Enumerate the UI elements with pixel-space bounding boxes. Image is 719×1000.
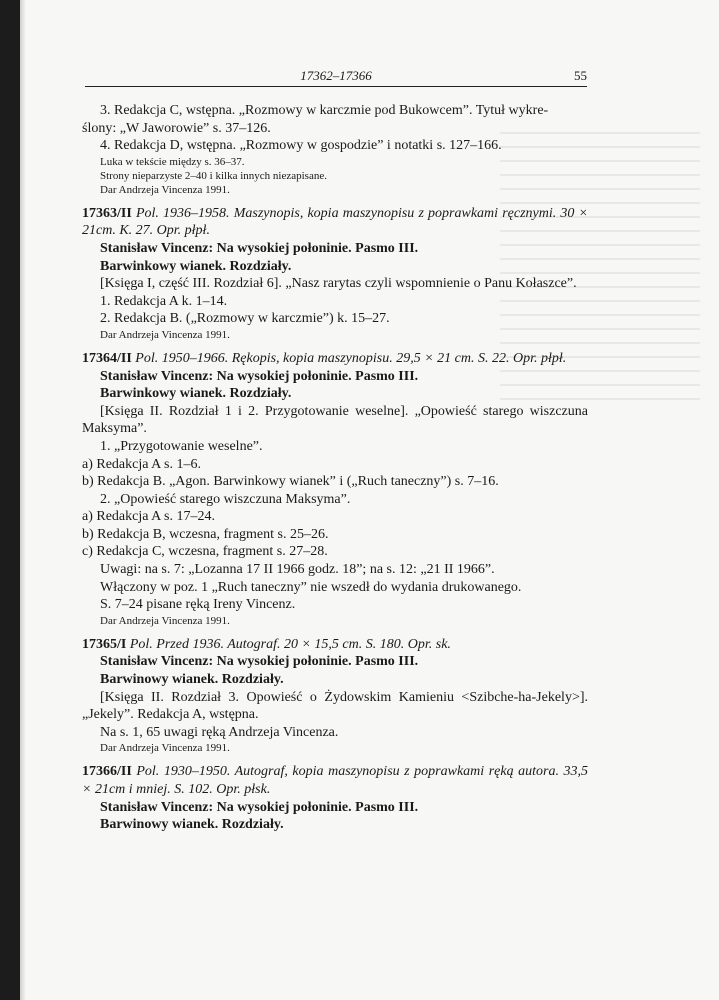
entry-number: 17366/II xyxy=(82,764,132,780)
entry-note: S. 7–24 pisane ręką Ireny Vincenz. xyxy=(100,597,296,613)
entry-title: Barwinowy wianek. Rozdziały. xyxy=(100,672,284,688)
page-edge xyxy=(20,0,26,1000)
entry-number: 17365/I xyxy=(82,636,127,652)
entry-title: Stanisław Vincenz: Na wysokiej połoninie. Pasmo III. xyxy=(100,240,419,256)
entry-title: Barwinowy wianek. Rozdziały. xyxy=(100,817,284,833)
entry-item: a) Redakcja A s. 1–6. xyxy=(82,456,201,472)
page-body xyxy=(82,102,588,834)
entry-item: b) Redakcja B, wczesna, fragment s. 25–26. xyxy=(82,526,329,542)
entry-title: Stanisław Vincenz: Na wysokiej połoninie. Pasmo III. xyxy=(100,368,419,384)
entry-item: b) Redakcja B. „Agon. Barwinkowy wianek” i („Ruch taneczny”) s. 7–16. xyxy=(82,474,499,490)
entry-title: Barwinkowy wianek. Rozdziały. xyxy=(100,258,292,274)
entry-note: Luka w tekście między s. 36–37. xyxy=(100,155,245,168)
running-header xyxy=(85,68,587,88)
header-rule xyxy=(85,86,587,87)
entry-description: Pol. 1930–1950. Autograf, kopia maszynopisu z poprawkami ręką autora. 33,5 × 21cm i mniej. S. 102. Opr. płsk. xyxy=(82,764,589,797)
entry-dar: Dar Andrzeja Vincenza 1991. xyxy=(100,614,230,627)
entry-description: Pol. Przed 1936. Autograf. 20 × 15,5 cm. S. 180. Opr. sk. xyxy=(129,636,451,652)
entry-number: 17364/II xyxy=(82,350,132,366)
entry-note: Na s. 1, 65 uwagi ręką Andrzeja Vincenza. xyxy=(100,724,339,740)
entry-title: Stanisław Vincenz: Na wysokiej połoninie. Pasmo III. xyxy=(100,654,419,670)
entry-dar: Dar Andrzeja Vincenza 1991. xyxy=(100,328,230,341)
entry-note: Uwagi: na s. 7: „Lozanna 17 II 1966 godz. 18”; na s. 12: „21 II 1966”. xyxy=(100,562,495,578)
entry-title: Barwinkowy wianek. Rozdziały. xyxy=(100,386,292,402)
entry-item: c) Redakcja C, wczesna, fragment s. 27–28. xyxy=(82,544,328,560)
header-title: 17362–17366 xyxy=(300,68,372,83)
entry-item: a) Redakcja A s. 17–24. xyxy=(82,509,215,525)
entry-item: 1. „Przygotowanie weselne”. xyxy=(100,438,263,454)
entry-line: 3. Redakcja C, wstępna. „Rozmowy w karczmie pod Bukowcem”. Tytuł wykre- xyxy=(100,103,549,118)
entry-dar: Dar Andrzeja Vincenza 1991. xyxy=(100,742,230,755)
entry-dar: Dar Andrzeja Vincenza 1991. xyxy=(100,183,230,196)
entry-item: 1. Redakcja A k. 1–14. xyxy=(100,293,228,309)
entry-title: Stanisław Vincenz: Na wysokiej połoninie. Pasmo III. xyxy=(100,799,419,815)
page-number: 55 xyxy=(574,68,587,83)
entry-note: Włączony w poz. 1 „Ruch taneczny” nie wszedł do wydania drukowanego. xyxy=(100,579,522,595)
entry-heading xyxy=(82,350,588,368)
entry-text: [Księga I, część III. Rozdział 6]. „Nasz rarytas czyli wspomnienie o Panu Kołaszce”. xyxy=(100,276,577,292)
entry-number: 17363/II xyxy=(82,205,132,221)
entry-text: [Księga II. Rozdział 3. Opowieść o Żydowskim Kamieniu <Szibche-ha-Jekely>]. „Jekely”. Redakcja A, wstępna. xyxy=(82,689,588,723)
document-page xyxy=(20,0,719,1000)
entry-line: ślony: „W Jaworowie” s. 37–126. xyxy=(82,120,271,136)
entry-heading xyxy=(82,763,588,798)
entry-heading xyxy=(82,636,588,654)
entry-note: Strony nieparzyste 2–40 i kilka innych niezapisane. xyxy=(100,169,327,182)
entry-heading xyxy=(82,205,588,240)
entry-text: [Księga II. Rozdział 1 i 2. Przygotowanie weselne]. „Opowieść starego wiszczuna Maksyma”. xyxy=(82,403,588,437)
entry-item: 2. Redakcja B. („Rozmowy w karczmie”) k. 15–27. xyxy=(100,311,390,327)
entry-line: 4. Redakcja D, wstępna. „Rozmowy w gospodzie” i notatki s. 127–166. xyxy=(100,138,502,154)
entry-description: Pol. 1950–1966. Rękopis, kopia maszynopisu. 29,5 × 21 cm. S. 22. Opr. płpł. xyxy=(135,350,567,366)
entry-item: 2. „Opowieść starego wiszczuna Maksyma”. xyxy=(100,491,351,507)
entry-description: Pol. 1936–1958. Maszynopis, kopia maszynopisu z poprawkami ręcznymi. 30 × 21cm. K. 27. Opr. płpł. xyxy=(82,205,588,239)
